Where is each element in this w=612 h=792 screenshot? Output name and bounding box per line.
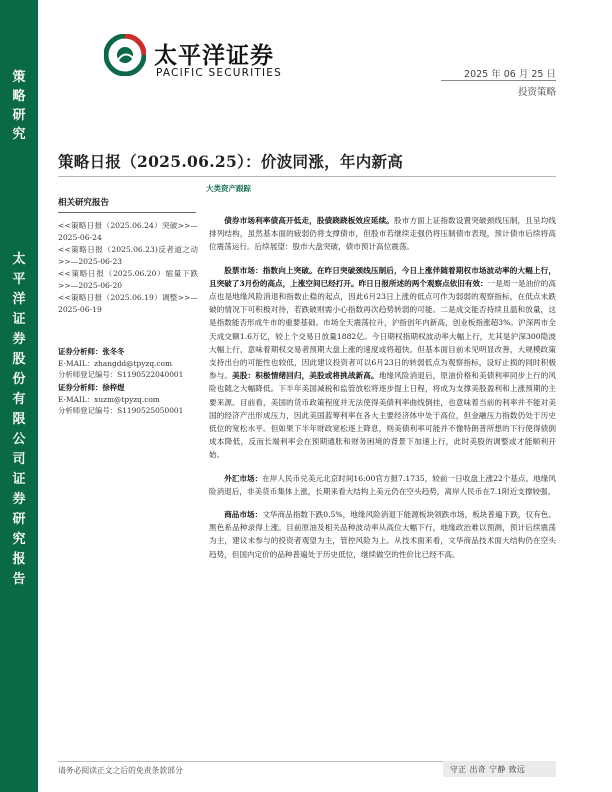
- sidebar-category: [0, 68, 38, 144]
- analyst-email[interactable]: E-MAIL：zhangdd@tpyzq.com: [58, 358, 173, 368]
- report-title: 策略日报（2025.06.25）：价波同涨，年内新高: [58, 152, 404, 171]
- bond-heading: 债券市场利率债高开低走，股债跷跷板效应延续。: [224, 216, 395, 225]
- analyst-email[interactable]: E-MAIL：xuzm@tpyzq.com: [58, 394, 160, 404]
- sidebar-org-char: 平: [12, 272, 26, 287]
- fx-heading: 外汇市场：: [224, 473, 263, 483]
- analyst-cert: 分析师登记编号：S1190525050001: [58, 406, 184, 415]
- sidebar-category-char: 究: [12, 127, 26, 142]
- commodity-heading: 商品市场：: [224, 510, 263, 520]
- title-divider: [58, 176, 556, 177]
- us-stock-text: 地缘风险消退后，原油价格和美债利率同步上行的风险也随之大幅降低。下半年美国减税和监管放松将逐步提上日程，将成为支撑美股盈利和上涨预期的主要来源。目前看，美国的货币政策程度并无法使得美债利率曲线倒挂，也意味着当前的利率并不能对美国的经济产出形成压力，因此美国蓝筹利率在各大主要经济体中处于高位，但金融压力指数仍处于历史低位的宽松水平。但如果下半年财政宽松逐上降息，则美债利率可能并不像特朗普所想的下行使得债倒成本降低，反而长端利率会在预期通胀和财务困境的背景下加速上行，此时美股的调整或才能顺利开始。: [209, 371, 557, 460]
- bond-text: 股市方面上证指数设置突破颈线压制，且呈均线排列结构，虽然基本面的疲弱仍将支撑债市，但股市若继续走强仍将压制债市表现，预计债市后续将高位震荡运行。后续展望：股市大盘突破，债市预计高位震荡。: [209, 216, 556, 252]
- sidebar-org-char: 券: [12, 492, 26, 507]
- brand-name-cn: 太平洋证券: [154, 43, 274, 69]
- analyst-block: [58, 346, 198, 381]
- related-reports-divider: [58, 212, 196, 213]
- footer-disclaimer: 请务必阅读正文之后的免责条款部分: [58, 766, 183, 775]
- analyst-role: 证券分析师：: [58, 347, 103, 356]
- sidebar-org-char: 股: [12, 352, 26, 367]
- sidebar-org-char: 公: [12, 432, 26, 447]
- report-date: 2025 年 06 月 25 日: [464, 69, 556, 80]
- report-type: 投资策略: [517, 87, 556, 98]
- analyst-block: [58, 382, 198, 417]
- commodity-text: 文华商品指数下跌0.5%，地缘风险消退下能源板块领跌市场，板块普遍下跌，仅有色、黑色系品种录得上涨。目前原油及相关品种波动率从高位大幅下行，地缘政治难以预测，预计后续震荡为主，建议未参与的投资者观望为主，管控风险为上。从技术面来看，文华商品技术面大结构仍在空头趋势，但国内定价的品种普遍处于历史低位，继续做空的性价比已经不高。: [209, 510, 557, 559]
- sidebar-org-char: 限: [12, 412, 26, 427]
- header-divider: [441, 80, 556, 81]
- analyst-role: 证券分析师：: [58, 383, 103, 392]
- related-reports-heading: 相关研究报告: [58, 198, 110, 208]
- stock-text: 一是周一是油价的高点也是地缘风险消退和指数止稳的起点，因此6月23日上涨的低点可作为弱弱的观察指标，在低点未跌破的情况下可积极对待，若跌破则需小心指数再次趋势转弱的可能。二是成交能否持续且温和放量，这是指数能否形成牛市的重要基础。市场全天震荡拉升，沪指创年内新高，创业板指涨超3%。沪深两市全天成交额1.6万亿，较上个交易日放量1882亿。今日期权指期权波动率大幅上行，尤其是沪深300隐波大幅上行，意味着期权交易者预期大盘上涨的速度或将超快。但基本面目前未见明显改善，大规模政策支持出台的可能性也较低，因此建议投资者可以6月23日的转弱低点为观察指标，设好止损的同时积极参与。: [209, 278, 556, 381]
- related-report-link[interactable]: <<策略日报（2025.06.24）突破>>—2025-06-24: [58, 221, 198, 242]
- sidebar-org-char: 洋: [12, 292, 26, 307]
- section-tag: 大类资产跟踪: [206, 184, 251, 193]
- sidebar-org: [0, 250, 38, 590]
- sidebar-org-char: 告: [12, 572, 26, 587]
- bond-paragraph: [209, 214, 556, 254]
- sidebar-org-char: 研: [12, 512, 26, 527]
- sidebar-org-char: 报: [12, 552, 26, 567]
- stock-heading: 股票市场：指数向上突破。在昨日突破颈线压制后，今日上涨伴随着期权市场波动率的大幅上行，且突破了3月份的高点，上涨空间已经打开。昨日日报所述的两个观察点依旧有效：: [209, 265, 556, 288]
- sidebar-category-char: 策: [12, 70, 26, 85]
- analyst-name: 张冬冬: [102, 347, 125, 356]
- brand-name-en: PACIFIC SECURITIES: [156, 67, 283, 79]
- sidebar-org-char: 太: [12, 252, 26, 267]
- stock-paragraph: [209, 264, 556, 462]
- sidebar-org-char: 券: [12, 332, 26, 347]
- footer-motto: 守正 出奇 宁静 致远: [450, 765, 526, 774]
- main-body: [209, 214, 556, 571]
- sidebar-org-char: 有: [12, 392, 26, 407]
- commodity-paragraph: [209, 508, 556, 561]
- sidebar-org-char: 份: [12, 372, 26, 387]
- related-report-link[interactable]: <<策略日报（2025.06.20）缩量下跌>>—2025-06-20: [58, 269, 198, 290]
- related-reports-list: [58, 220, 198, 316]
- sidebar-category-char: 研: [12, 108, 26, 123]
- fx-text: 在岸人民币兑美元北京时间16:00官方报7.1735，较前一日收盘上涨22个基点。地缘风险消退后，非美货币集体上涨，长期来看大结构上美元仍在空头趋势，离岸人民币在7.1附近支撑较强。: [209, 473, 556, 496]
- pacific-securities-logo-icon: [104, 34, 146, 76]
- sidebar-org-char: 究: [12, 532, 26, 547]
- sidebar-band: [0, 0, 38, 792]
- analyst-name: 徐梓煜: [102, 383, 125, 392]
- us-stock-heading: 美股：积极情绪回归，美股或将挑战新高。: [232, 371, 379, 381]
- related-report-link[interactable]: <<策略日报（2025.06.23)反者道之动>>—2025-06-23: [58, 245, 198, 266]
- analyst-cert: 分析师登记编号：S1190522040001: [58, 370, 184, 379]
- sidebar-org-char: 司: [12, 452, 26, 467]
- sidebar-org-char: 证: [12, 472, 26, 487]
- sidebar-category-char: 略: [12, 89, 26, 104]
- fx-paragraph: [209, 472, 556, 498]
- related-report-link[interactable]: <<策略日报（2025.06.19）调整>>—2025-06-19: [58, 293, 198, 314]
- sidebar-org-char: 证: [12, 312, 26, 327]
